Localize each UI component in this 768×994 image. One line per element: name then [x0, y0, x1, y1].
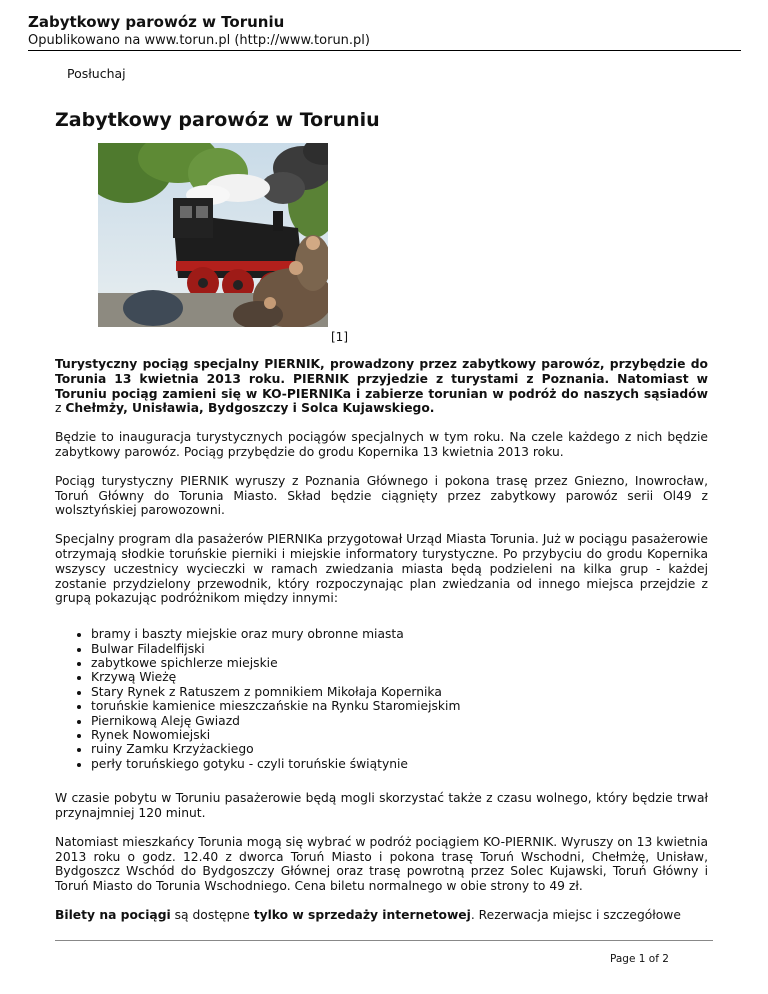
- list-item: • Krzywą Wieżę: [91, 670, 708, 684]
- header-source: Opublikowano na www.torun.pl (http://www.torun.pl): [28, 33, 370, 48]
- page-number: Page 1 of 2: [610, 953, 669, 965]
- lead-connector: z: [55, 401, 66, 416]
- paragraph-tickets: [55, 908, 708, 923]
- list-item: • bramy i baszty miejskie oraz mury obronne miasta: [91, 627, 708, 641]
- lead-end-text: Chełmży, Unisławia, Bydgoszczy i Solca Kujawskiego.: [65, 401, 435, 416]
- list-item: • ruiny Zamku Krzyżackiego: [91, 742, 708, 756]
- list-item: • toruńskie kamienice mieszczańskie na Rynku Staromiejskim: [91, 699, 708, 713]
- paragraph-free-time: W czasie pobytu w Toruniu pasażerowie będą mogli skorzystać także z czasu wolnego, który będzie trwał przynajmniej 120 minut.: [55, 791, 708, 821]
- list-item: • perły toruńskiego gotyku - czyli toruńskie świątynie: [91, 757, 708, 771]
- list-item: • Piernikową Aleję Gwiazd: [91, 714, 708, 728]
- article-title: Zabytkowy parowóz w Toruniu: [55, 109, 380, 131]
- document-header: [28, 13, 740, 49]
- attractions-list: [55, 627, 708, 771]
- paragraph-route: Pociąg turystyczny PIERNIK wyruszy z Poznania Głównego i pokona trasę przez Gniezno, Inowrocław, Toruń Główny do Torunia Miasto. Skład będzie ciągnięty przez zabytkowy parowóz serii Ol49 z wolsztyńskiej parowozowni.: [55, 473, 708, 518]
- tickets-text-1: są dostępne: [170, 908, 254, 922]
- image-reference[interactable]: [1]: [331, 330, 348, 344]
- listen-link[interactable]: Posłuchaj: [67, 66, 126, 81]
- lead-text: Turystyczny pociąg specjalny PIERNIK, prowadzony przez zabytkowy parowóz, przybędzie do Torunia 13 kwietnia 2013 roku. PIERNIK przyjedzie z turystami z Poznania. Natomiast w Toruniu pociąg zamieni się w KO-PIERNIKa i zabierze torunian w podróż do naszych sąsiadów: [55, 357, 708, 401]
- footer-divider: [55, 940, 713, 941]
- tickets-bold-1: Bilety na pociągi: [55, 908, 171, 922]
- header-divider: [28, 50, 741, 51]
- paragraph-program: Specjalny program dla pasażerów PIERNIKa przygotował Urząd Miasta Torunia. Już w pociągu pasażerowie otrzymają słodkie toruńskie pierniki i miejskie informatory turystyczne. Po przybyciu do grodu Kopernika wszyscy uczestnicy wycieczki w ramach zwiedzania miasta będą podzieleni na kilka grup - każdej zostanie przydzielony przewodnik, który rozpoczynając plan zwiedzania od innego miejsca przejdzie z grupą pokazując podróżnikom między innymi:: [55, 532, 708, 606]
- paragraph-ko-piernik: Natomiast mieszkańcy Torunia mogą się wybrać w podróż pociągiem KO-PIERNIK. Wyruszy on 13 kwietnia 2013 roku o godz. 12.40 z dworca Toruń Miasto i pokona trasę Toruń Wschodni, Chełmżę, Unisław, Bydgoszcz Wschód do Bydgoszczy Głównej oraz trasę powrotną przez Solec Kujawski, Toruń Główny i Toruń Miasto do Torunia Wschodniego. Cena biletu normalnego w obie strony to 49 zł.: [55, 834, 708, 894]
- list-item: • Rynek Nowomiejski: [91, 728, 708, 742]
- steam-locomotive-photo: [98, 143, 328, 327]
- list-item: • zabytkowe spichlerze miejskie: [91, 656, 708, 670]
- paragraph-inauguration: Będzie to inauguracja turystycznych pociągów specjalnych w tym roku. Na czele każdego z nich będzie zabytkowy parowóz. Pociąg przybędzie do grodu Kopernika 13 kwietnia 2013 roku.: [55, 430, 708, 459]
- list-item: • Bulwar Filadelfijski: [91, 642, 708, 656]
- tickets-text-2: . Rezerwacja miejsc i szczegółowe: [470, 908, 681, 922]
- list-item: • Stary Rynek z Ratuszem z pomnikiem Mikołaja Kopernika: [91, 685, 708, 699]
- lead-paragraph: [55, 357, 708, 416]
- tickets-bold-2: tylko w sprzedaży internetowej: [253, 908, 471, 922]
- article-body: [55, 357, 708, 923]
- header-title: Zabytkowy parowóz w Toruniu: [28, 13, 285, 31]
